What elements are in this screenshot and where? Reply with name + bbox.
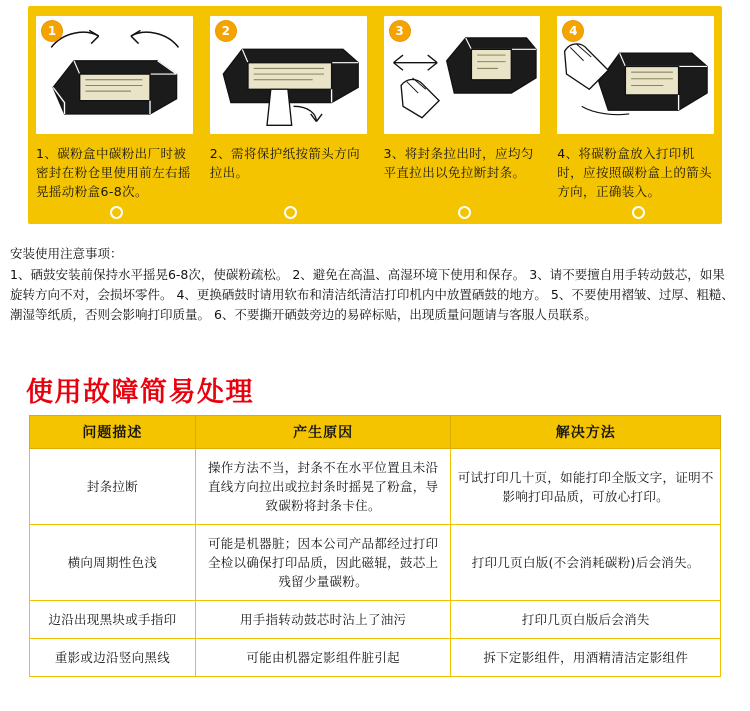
step-1-illustration bbox=[36, 16, 193, 134]
usage-notes bbox=[10, 244, 736, 325]
step-4-illustration bbox=[557, 16, 714, 134]
troubleshooting-heading: 使用故障简易处理 bbox=[26, 377, 254, 408]
row-3-problem: 重影或边沿竖向黑线 bbox=[30, 639, 196, 677]
table-header-cause: 产生原因 bbox=[195, 416, 451, 449]
installation-steps-panel bbox=[28, 6, 722, 224]
row-3-solution: 拆下定影组件，用酒精清洁定影组件 bbox=[451, 639, 721, 677]
step-3-illustration bbox=[384, 16, 541, 134]
table-row bbox=[30, 525, 721, 601]
steps-row bbox=[28, 6, 722, 224]
notes-title: 安装使用注意事项： bbox=[10, 246, 123, 261]
row-1-solution: 打印几页白版(不会消耗碳粉)后会消失。 bbox=[451, 525, 721, 601]
row-0-problem: 封条拉断 bbox=[30, 449, 196, 525]
troubleshooting-table-wrap bbox=[29, 415, 721, 677]
row-0-solution: 可试打印几十页，如能打印全版文字，证明不影响打印品质，可放心打印。 bbox=[451, 449, 721, 525]
row-1-cause: 可能是机器脏；因本公司产品都经过打印全检以确保打印品质，因此磁辊，鼓芯上残留少量碳粉。 bbox=[195, 525, 451, 601]
table-header-solution: 解决方法 bbox=[451, 416, 721, 449]
step-2-text: 2、需将保护纸按箭头方向拉出。 bbox=[209, 146, 361, 180]
table-header-row bbox=[30, 416, 721, 449]
step-2-marker bbox=[284, 206, 297, 219]
step-2 bbox=[201, 6, 375, 224]
row-2-cause: 用手指转动鼓芯时沾上了油污 bbox=[195, 601, 451, 639]
step-4-badge: 4 bbox=[563, 21, 583, 41]
table-row bbox=[30, 601, 721, 639]
step-3-text: 3、将封条拉出时，应均匀平直拉出以免拉断封条。 bbox=[383, 146, 534, 180]
step-2-illustration bbox=[210, 16, 367, 134]
step-1-badge: 1 bbox=[42, 21, 62, 41]
row-2-solution: 打印几页白版后会消失 bbox=[451, 601, 721, 639]
step-2-badge: 2 bbox=[216, 21, 236, 41]
table-row bbox=[30, 449, 721, 525]
step-1-text: 1、碳粉盒中碳粉出厂时被密封在粉仓里使用前左右摇晃摇动粉盒6-8次。 bbox=[36, 146, 191, 199]
step-3-badge: 3 bbox=[390, 21, 410, 41]
step-3-marker bbox=[458, 206, 471, 219]
step-4-text: 4、将碳粉盒放入打印机时，应按照碳粉盒上的箭头方向，正确装入。 bbox=[557, 146, 713, 199]
troubleshooting-table bbox=[29, 415, 721, 677]
step-1-marker bbox=[110, 206, 123, 219]
row-1-problem: 横向周期性色浅 bbox=[30, 525, 196, 601]
step-4 bbox=[548, 6, 722, 224]
step-1 bbox=[28, 6, 201, 224]
table-row bbox=[30, 639, 721, 677]
table-header-problem: 问题描述 bbox=[30, 416, 196, 449]
step-3 bbox=[375, 6, 549, 224]
step-4-marker bbox=[632, 206, 645, 219]
notes-body: 1、硒鼓安装前保持水平摇晃6-8次，使碳粉疏松。 2、避免在高温、高湿环境下使用和保存。 3、请不要擅自用手转动鼓芯，如果旋转方向不对，会损坏零件。 4、更换硒鼓时请用软布和清洁纸清洁打印机内中放置硒鼓的地方。 5、不要使用褶皱、过厚、粗糙、潮湿等纸质，否则会影响打印质量。 6、不要撕开硒鼓旁边的易碎标贴，出现质量问题请与客服人员联系。 bbox=[10, 267, 734, 322]
row-3-cause: 可能由机器定影组件脏引起 bbox=[195, 639, 451, 677]
row-0-cause: 操作方法不当，封条不在水平位置且未沿直线方向拉出或拉封条时摇晃了粉盒，导致碳粉将封条卡住。 bbox=[195, 449, 451, 525]
row-2-problem: 边沿出现黑块或手指印 bbox=[30, 601, 196, 639]
